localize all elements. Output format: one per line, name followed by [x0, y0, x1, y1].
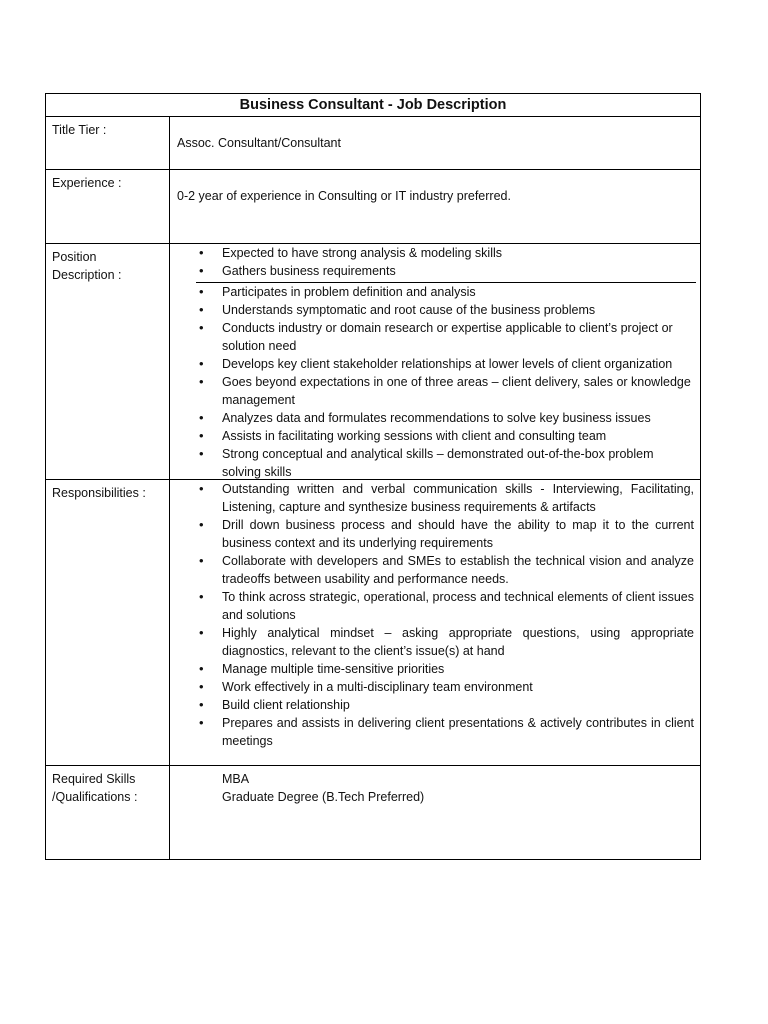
required-skills-row	[46, 766, 700, 859]
list-item: • Analyzes data and formulates recommendations to solve key business issues	[170, 409, 694, 427]
list-item: Graduate Degree (B.Tech Preferred)	[222, 790, 425, 804]
list-item: • Understands symptomatic and root cause of the business problems	[170, 301, 694, 319]
responsibilities-label: Responsibilities :	[46, 480, 170, 765]
list-item: • Work effectively in a multi-disciplinary team environment	[170, 678, 694, 696]
position-description-label: Position Description :	[46, 244, 170, 479]
job-description-table	[45, 93, 701, 860]
position-description-row	[46, 244, 700, 480]
list-item: • To think across strategic, operational, process and technical elements of client issues and solutions	[170, 588, 694, 624]
responsibilities-row	[46, 480, 700, 766]
title-tier-label: Title Tier :	[46, 117, 170, 169]
list-item: • Assists in facilitating working sessions with client and consulting team	[170, 427, 694, 445]
list-item: • Highly analytical mindset – asking appropriate questions, using appropriate diagnostics, relevant to the client’s issue(s) at hand	[170, 624, 694, 660]
list-item: • Collaborate with developers and SMEs to establish the technical vision and analyze tradeoffs between usability and performance needs.	[170, 552, 694, 588]
list-item: • Manage multiple time-sensitive priorities	[170, 660, 694, 678]
list-item: • Goes beyond expectations in one of three areas – client delivery, sales or knowledge management	[170, 373, 694, 409]
list-item: • Outstanding written and verbal communication skills - Interviewing, Facilitating, Listening, capture and synthesize business requirements & artifacts	[170, 480, 694, 516]
title-tier-row	[46, 117, 700, 170]
required-skills-label: Required Skills /Qualifications :	[46, 766, 170, 859]
list-item: • Conducts industry or domain research or expertise applicable to client’s project or solution need	[170, 319, 694, 355]
list-item: • Expected to have strong analysis & modeling skills	[170, 244, 694, 262]
experience-label: Experience :	[46, 170, 170, 243]
position-description-list-1	[170, 244, 694, 280]
list-item: • Participates in problem definition and analysis	[170, 283, 694, 301]
document-title: Business Consultant - Job Description	[46, 94, 700, 117]
experience-value: 0-2 year of experience in Consulting or IT industry preferred.	[177, 189, 511, 203]
responsibilities-list	[170, 480, 694, 750]
list-item: • Strong conceptual and analytical skills – demonstrated out-of-the-box problem solving skills	[170, 445, 694, 481]
position-description-list-2	[170, 283, 694, 481]
list-item: • Prepares and assists in delivering client presentations & actively contributes in client meetings	[170, 714, 694, 750]
title-tier-value: Assoc. Consultant/Consultant	[177, 136, 341, 150]
experience-row	[46, 170, 700, 244]
list-item: • Drill down business process and should have the ability to map it to the current business context and its underlying requirements	[170, 516, 694, 552]
list-item: • Develops key client stakeholder relationships at lower levels of client organization	[170, 355, 694, 373]
qualifications-list	[222, 770, 424, 806]
list-item: MBA	[222, 772, 250, 786]
list-item: • Gathers business requirements	[170, 262, 694, 280]
list-item: • Build client relationship	[170, 696, 694, 714]
